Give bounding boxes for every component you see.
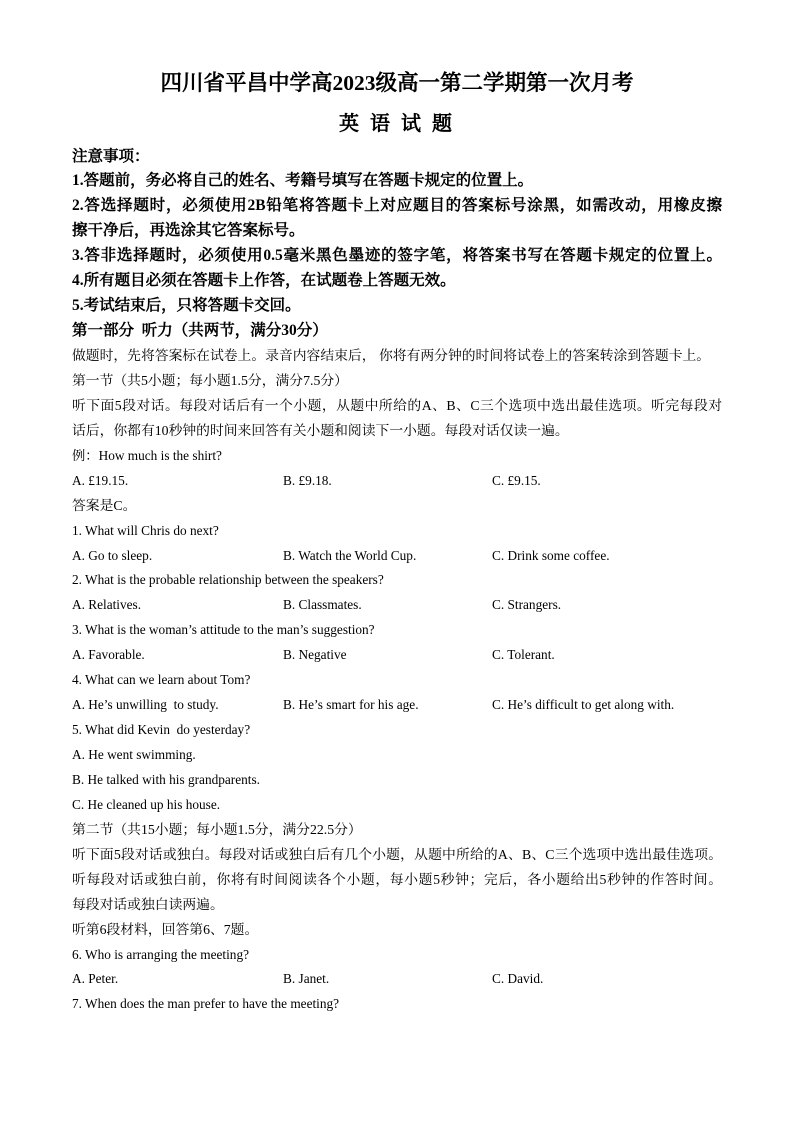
exam-body: [72, 145, 722, 1018]
section-one-heading: 第一节（共5小题；每小题1.5分，满分7.5分）: [72, 372, 348, 388]
notice-heading: 注意事项：: [72, 147, 150, 165]
question-4-option-a: A. He’s unwilling to study.: [72, 697, 219, 713]
question-5-option-c: C. He cleaned up his house.: [72, 796, 221, 812]
question-6-option-c: C. David.: [492, 971, 544, 987]
question-5-option-b: B. He talked with his grandparents.: [72, 771, 260, 787]
section-two-heading: 第二节（共15小题；每小题1.5分，满分22.5分）: [72, 821, 362, 837]
section-one-instruction-line-1: 听下面5段对话。每段对话后有一个小题，从题中所给的A、B、C三个选项中选出最佳选项。听完每段对: [72, 397, 722, 413]
exam-title: 四川省平昌中学高2023级高一第二学期第一次月考: [160, 71, 634, 95]
example-options: [72, 469, 722, 494]
question-4-options: [72, 693, 722, 718]
notice-item-2-line-1: 2.答选择题时，必须使用2B铅笔将答题卡上对应题目的答案标号涂黑，如需改动，用橡皮擦: [72, 197, 722, 215]
question-6-option-a: A. Peter.: [72, 971, 119, 987]
question-2: 2. What is the probable relationship between the speakers?: [72, 572, 384, 588]
question-7: 7. When does the man prefer to have the meeting?: [72, 996, 340, 1012]
question-2-options: [72, 593, 722, 618]
question-6-options: [72, 967, 722, 992]
notice-item-3: 3.答非选择题时，必须使用0.5毫米黑色墨迹的签字笔，将答案书写在答题卡规定的位置上。: [72, 247, 722, 265]
question-4: 4. What can we learn about Tom?: [72, 672, 251, 688]
question-3-option-a: A. Favorable.: [72, 647, 145, 663]
material-note: 听第6段材料，回答第6、7题。: [72, 921, 259, 937]
question-2-option-a: A. Relatives.: [72, 597, 142, 613]
notice-item-2-line-2: 擦干净后，再选涂其它答案标号。: [72, 222, 305, 240]
question-1-options: [72, 544, 722, 569]
question-3-option-b: B. Negative: [283, 647, 347, 663]
example-option-b: B. £9.18.: [283, 472, 332, 488]
question-3: 3. What is the woman’s attitude to the man’s suggestion?: [72, 622, 375, 638]
question-1-option-c: C. Drink some coffee.: [492, 547, 610, 563]
question-1-option-b: B. Watch the World Cup.: [283, 547, 417, 563]
question-6: 6. Who is arranging the meeting?: [72, 946, 249, 962]
example-option-a: A. £19.15.: [72, 472, 129, 488]
section-two-instruction-line-3: 每段对话或独白读两遍。: [72, 896, 224, 912]
section-one-instruction-line-2: 话后，你都有10秒钟的时间来回答有关小题和阅读下一小题。每段对话仅读一遍。: [72, 422, 569, 438]
exam-subtitle: 英 语 试 题: [339, 113, 455, 135]
question-3-option-c: C. Tolerant.: [492, 647, 555, 663]
question-2-option-c: C. Strangers.: [492, 597, 562, 613]
part-one-heading: 第一部分 听力（共两节，满分30分）: [72, 322, 328, 340]
question-4-option-c: C. He’s difficult to get along with.: [492, 697, 675, 713]
question-5-option-a: A. He went swimming.: [72, 747, 196, 762]
question-1-option-a: A. Go to sleep.: [72, 547, 153, 563]
notice-item-1: 1.答题前，务必将自己的姓名、考籍号填写在答题卡规定的位置上。: [72, 172, 534, 190]
question-1: 1. What will Chris do next?: [72, 522, 219, 538]
section-two-instruction-line-1: 听下面5段对话或独白。每段对话或独白后有几个小题，从题中所给的A、B、C三个选项中选出最佳选项。: [72, 846, 722, 862]
part-one-instruction: 做题时，先将答案标在试卷上。录音内容结束后， 你将有两分钟的时间将试卷上的答案转涂到答题卡上。: [72, 348, 711, 363]
example-answer: 答案是C。: [72, 497, 137, 513]
notice-item-5: 5.考试结束后，只将答题卡交回。: [72, 297, 301, 315]
question-6-option-b: B. Janet.: [283, 971, 330, 987]
section-two-instruction-line-2: 听每段对话或独白前，你将有时间阅读各个小题，每小题5秒钟；完后，各小题给出5秒钟的作答时间。: [72, 871, 722, 887]
notice-item-4: 4.所有题目必须在答题卡上作答，在试题卷上答题无效。: [72, 272, 456, 290]
question-4-option-b: B. He’s smart for his age.: [283, 697, 419, 713]
question-3-options: [72, 643, 722, 668]
question-5: 5. What did Kevin do yesterday?: [72, 722, 251, 738]
question-2-option-b: B. Classmates.: [283, 597, 362, 613]
example-option-c: C. £9.15.: [492, 472, 541, 488]
example-question: 例：How much is the shirt?: [72, 447, 222, 463]
